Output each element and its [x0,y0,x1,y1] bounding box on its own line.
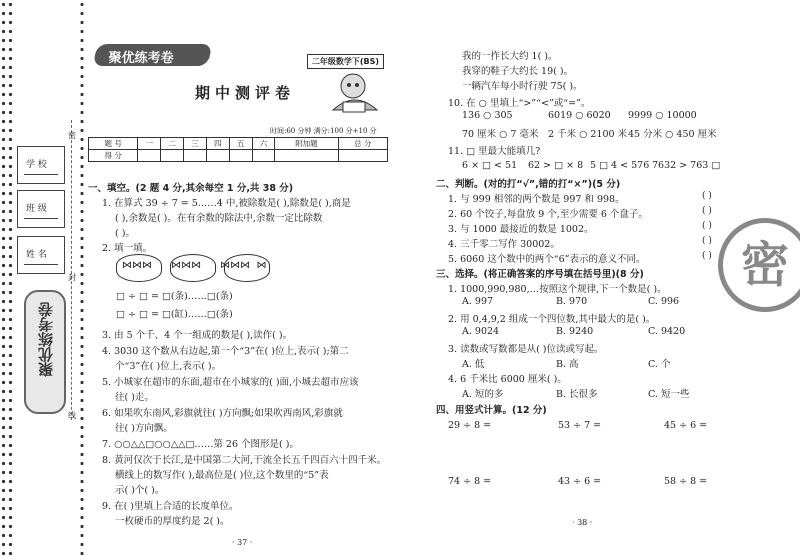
judge-item: 5. 6060 这个数中的两个“6”表示的意义不同。 [448,254,646,265]
score-cell[interactable] [338,150,387,162]
mascot-illustration [325,70,385,120]
judge-item: 3. 与 1000 最接近的数是 1002。 [448,224,594,235]
score-cell[interactable] [138,150,161,162]
q9-line: 一枚硬币的厚度约是 2( )。 [115,516,230,527]
q11-item[interactable]: 62 > □ × 8 [528,160,584,171]
choice-option[interactable]: C. 个 [648,359,671,370]
score-header: 题 号 [89,138,138,150]
name-label: 姓 名 [26,250,47,260]
q1-line: ( )。 [115,228,135,239]
class-field[interactable] [17,190,65,228]
score-table [88,137,388,162]
q4-line: 4. 3030 这个数从右边起,第一个“3”在( )位上,表示( );第二 [102,346,349,357]
cut-label-mi: 密 [68,131,76,140]
judge-item: 4. 三千零二写作 30002。 [448,239,560,250]
q10-item[interactable]: 6019 ○ 6020 [548,110,611,121]
q8-line: 示( )个( )。 [115,485,165,496]
judge-answer[interactable]: ( ) [702,236,712,246]
q9-line: 一辆汽车每小时行驶 75( )。 [462,81,583,92]
choice-option[interactable]: C. 9420 [648,326,686,337]
calc-item[interactable]: 53 ÷ 7 = [558,420,602,431]
choice-option[interactable]: A. 短的多 [462,389,504,400]
choice-question: 4. 6 千米比 6000 厘米( )。 [448,374,567,385]
calc-item[interactable]: 43 ÷ 6 = [558,476,602,487]
score-cell[interactable] [229,150,252,162]
score-header: 四 [206,138,229,150]
judge-answer[interactable]: ( ) [702,251,712,261]
choice-option[interactable]: C. 996 [648,296,680,307]
score-cell[interactable] [252,150,275,162]
choice-option[interactable]: B. 长很多 [556,389,598,400]
q11-item[interactable]: 5 □ 4 < 576 [590,160,650,171]
q10-item[interactable]: 2 千米 ○ 2100 米 [548,129,628,140]
part4-heading: 四、用竖式计算。(12 分) [436,405,547,416]
q10-item[interactable]: 9999 ○ 10000 [628,110,697,121]
q6-line: 往( )方向飘。 [115,423,173,434]
q10-item[interactable]: 45 分米 ○ 450 厘米 [628,129,717,140]
page-title: 期中测评卷 [195,84,296,102]
q7-line: 7. ○○△△□○○△△□……第 26 个图形是( )。 [102,439,299,450]
score-cell[interactable] [275,150,338,162]
dotted-border-inner [78,0,86,560]
school-label: 学 校 [26,160,47,170]
sidebar-brand-logo: 聚优练考卷 [24,290,66,414]
q4-line: 个“3”在( )位上,表示( )。 [115,361,222,372]
class-label: 班 级 [26,204,47,214]
choice-option[interactable]: B. 970 [556,296,588,307]
cut-label-feng: 封 [68,273,76,282]
choice-option[interactable]: A. 低 [462,359,485,370]
q3-line: 3. 由 5 个千、4 个一组成的数是( ),读作( )。 [102,330,293,341]
judge-item: 2. 60 个饺子,每盘放 9 个,至少需要 6 个盘子。 [448,209,648,220]
brand-banner: 聚优练考卷 [93,44,213,66]
score-header: 三 [184,138,207,150]
choice-question: 2. 用 0,4,9,2 组成一个四位数,其中最大的是( )。 [448,314,656,325]
q6-line: 6. 如果吹东南风,彩旗就往( )方向飘;如果吹西南风,彩旗就 [102,408,343,419]
q2-fill-row[interactable]: □ ÷ □ = □(条)……□(条) [116,291,233,302]
score-header: 六 [252,138,275,150]
judge-item: 1. 与 999 相邻的两个数是 997 和 998。 [448,194,625,205]
q10-item[interactable]: 70 厘米 ○ 7 毫米 [462,129,539,140]
q5-line: 往( )走。 [115,392,154,403]
q11-item[interactable]: 7632 > 763 □ [652,160,721,171]
choice-option[interactable]: B. 高 [556,359,579,370]
choice-option[interactable]: A. 997 [462,296,494,307]
score-header: 附加题 [275,138,338,150]
part3-heading: 三、选择。(将正确答案的序号填在括号里)(8 分) [436,269,644,280]
q8-line: 8. 黄河仅次于长江,是中国第二大河,干流全长五千四百六十四千米。 [102,455,387,466]
school-field[interactable] [17,146,65,184]
score-header: 总 分 [338,138,387,150]
fish-icons: ⋈⋈⋈ ⋈⋈⋈ ⋈⋈⋈ ⋈ [122,260,267,271]
q9-line: 我的一拃长大约 1( )。 [462,51,558,62]
exam-meta: 时间:60 分钟 满分:100 分+10 分 [270,127,377,135]
score-cell[interactable] [206,150,229,162]
choice-question: 1. 1000,990,980,…按照这个规律,下一个数是( )。 [448,284,667,295]
page-number-right: · 38 · [572,518,593,527]
judge-answer[interactable]: ( ) [702,191,712,201]
dotted-border-left [0,0,14,560]
q1-line: 1. 在算式 39 ÷ 7 = 5……4 中,被除数是( ),除数是( ),商是 [102,198,351,209]
q5-line: 5. 小城家在超市的东面,超市在小城家的( )面,小城去超市应该 [102,377,359,388]
judge-answer[interactable]: ( ) [702,206,712,216]
q8-line: 横线上的数写作( ),最高位是( )位,这个数里的“5”表 [115,470,329,481]
calc-item[interactable]: 29 ÷ 8 = [448,420,492,431]
grade-tag: 二年级数学下(BS) [307,54,384,69]
calc-item[interactable]: 45 ÷ 6 = [664,420,708,431]
secret-stamp: 密 [718,218,800,312]
choice-question: 3. 读数或写数都是从( )位读或写起。 [448,344,604,355]
calc-item[interactable]: 74 ÷ 8 = [448,476,492,487]
q10-label: 10. 在 ○ 里填上“>”“<”或“=”。 [448,98,591,109]
judge-answer[interactable]: ( ) [702,221,712,231]
score-row-label: 得 分 [89,150,138,162]
q2-line: 2. 填一填。 [102,243,153,254]
page-number-left: · 37 · [232,538,253,547]
part2-heading: 二、判断。(对的打“√”,错的打“×”)(5 分) [436,179,621,190]
q2-fill-row[interactable]: □ ÷ □ = □(缸)……□(条) [116,309,233,320]
q9-line: 我穿的鞋子大约长 19( )。 [462,66,574,77]
cut-label-xian: 线 [68,411,76,420]
q1-line: ( ),余数是( )。在有余数的除法中,余数一定比除数 [115,213,323,224]
score-header: 二 [161,138,184,150]
part1-heading: 一、填空。(2 题 4 分,其余每空 1 分,共 38 分) [88,183,294,194]
q9-line: 9. 在( )里填上合适的长度单位。 [102,501,239,512]
score-cell[interactable] [161,150,184,162]
name-field[interactable] [17,236,65,274]
q10-item[interactable]: 136 ○ 305 [462,110,513,121]
q11-item[interactable]: 6 × □ < 51 [462,160,518,171]
score-cell[interactable] [184,150,207,162]
score-header: 五 [229,138,252,150]
choice-option[interactable]: A. 9024 [462,326,500,337]
choice-option[interactable]: B. 9240 [556,326,594,337]
calc-item[interactable]: 58 ÷ 8 = [664,476,708,487]
score-header: 一 [138,138,161,150]
choice-option[interactable]: C. 短一些 [648,389,690,400]
cut-line [71,120,72,420]
q11-label: 11. □ 里最大能填几? [448,146,541,157]
